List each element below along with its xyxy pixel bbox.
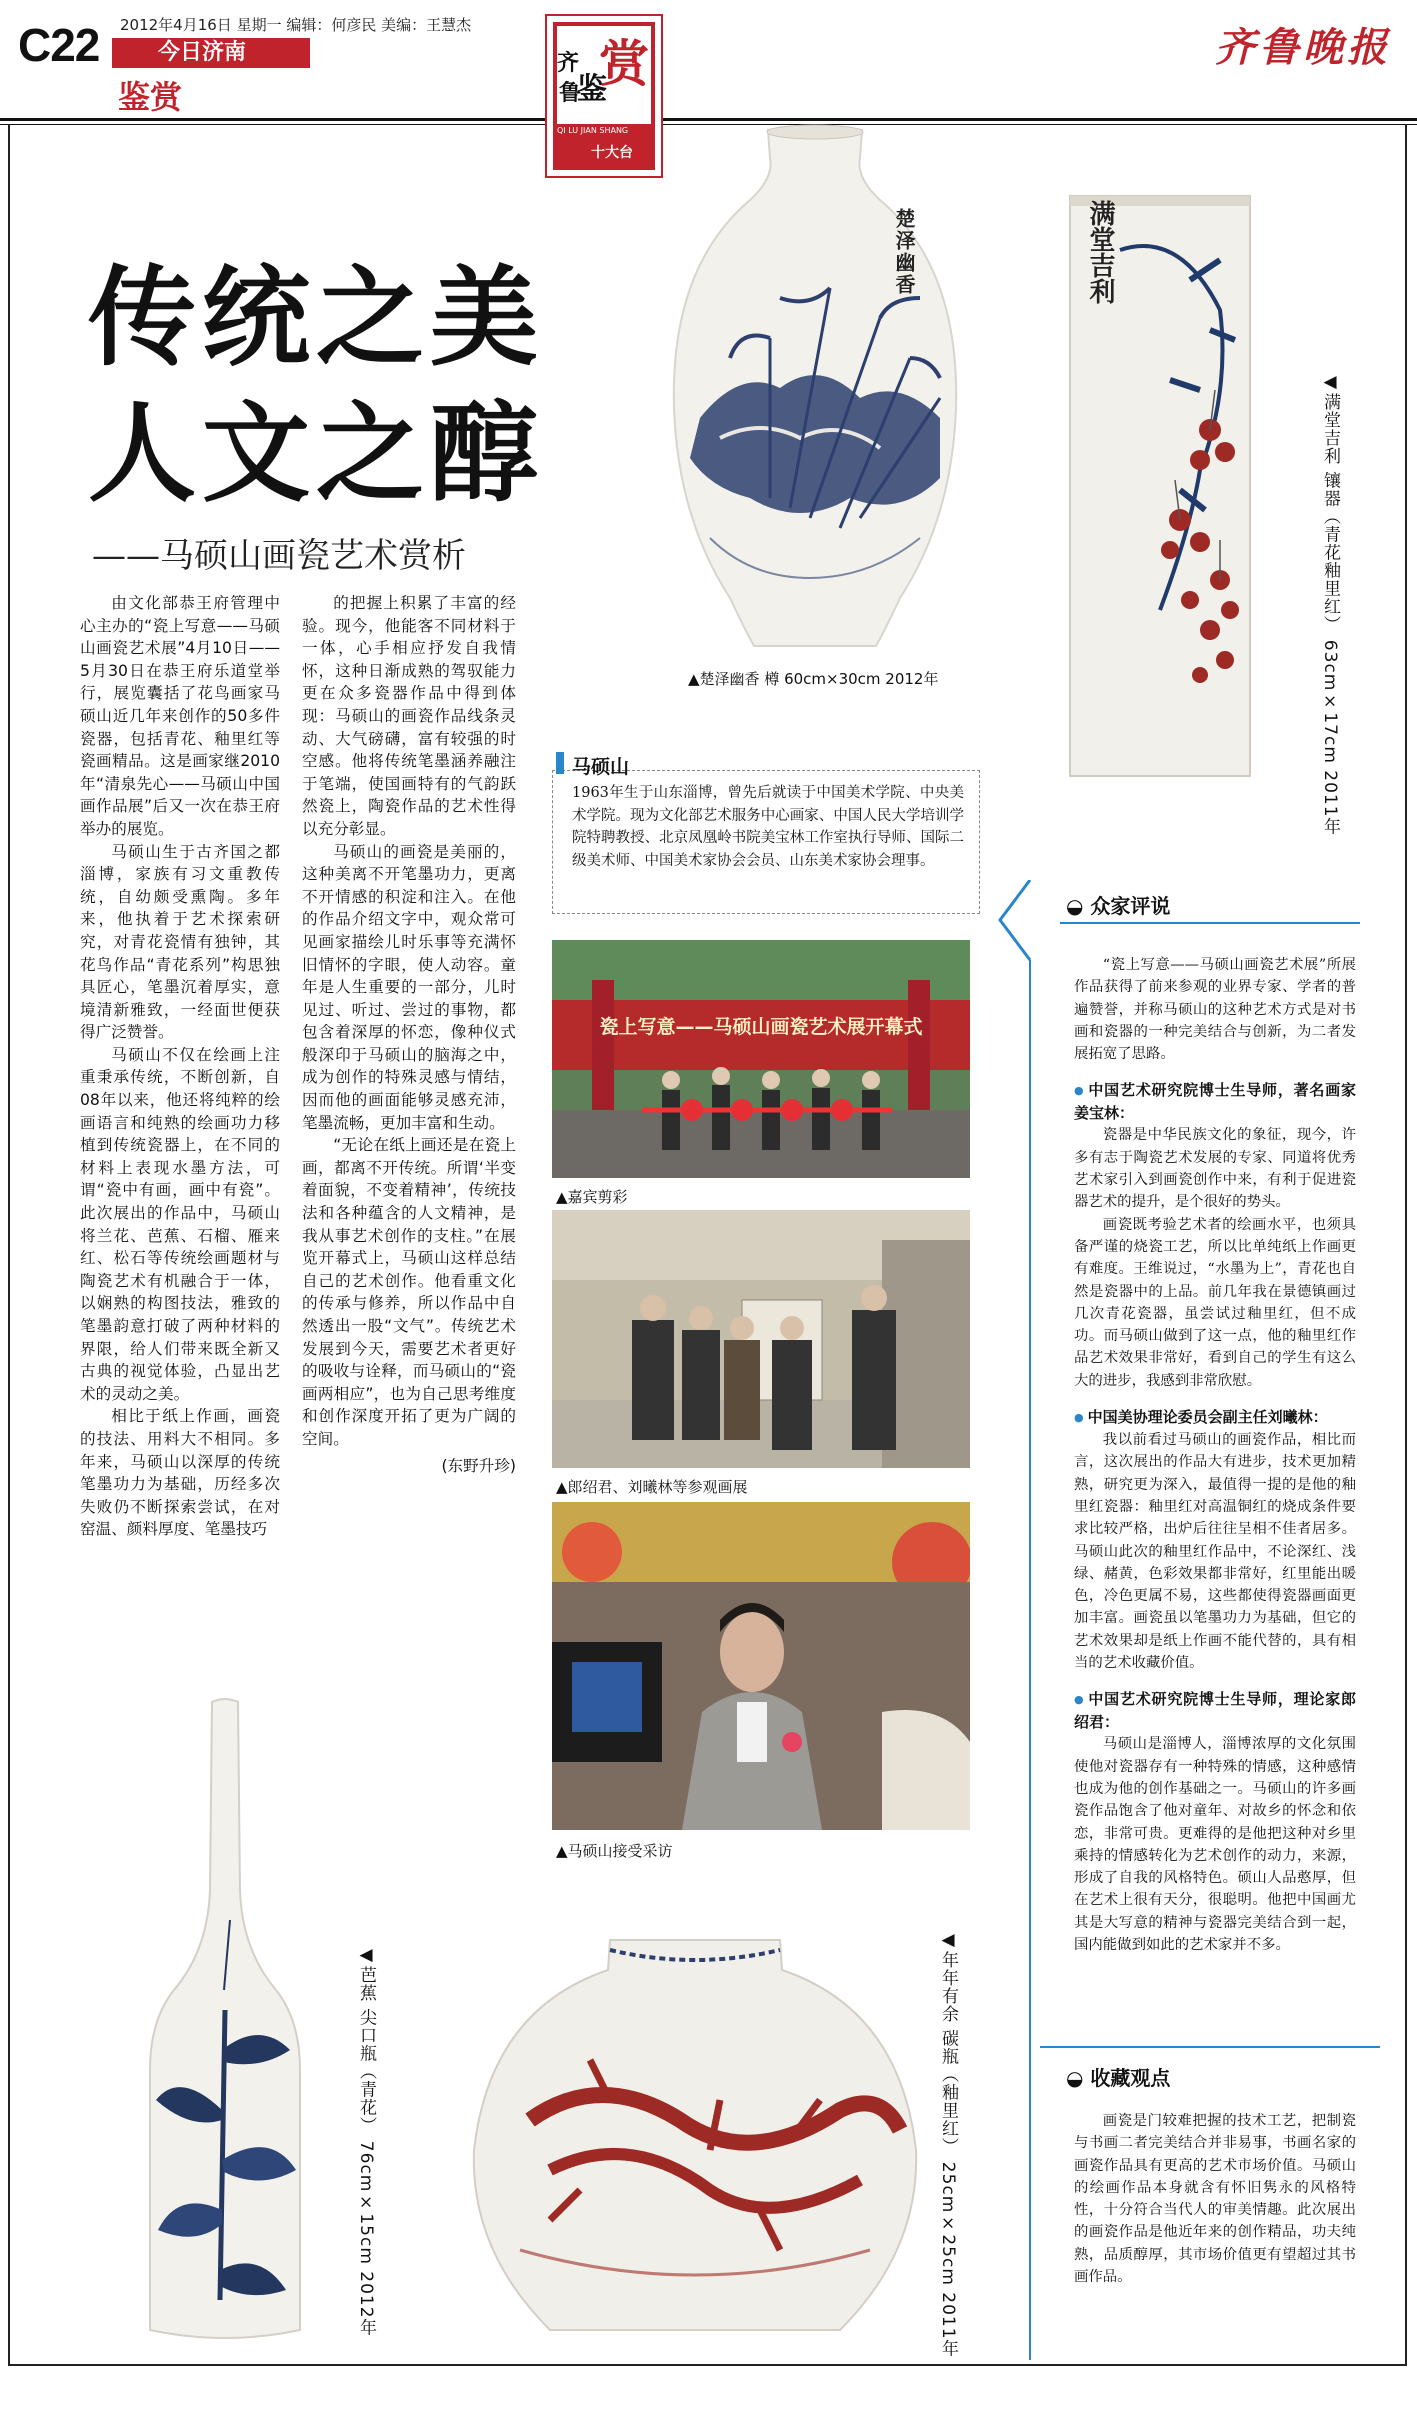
caption-vase-4: ◀年年有余 碳瓶（釉里红） 25cm×25cm 2011年 [938,1930,958,2358]
photo-ribbon-cutting [552,940,970,1178]
issue-info: 2012年4月16日 星期一 编辑：何彦民 美编：王慧杰 [120,16,472,34]
caption-vase-3: ◀芭蕉 尖口瓶（青花） 76cm×15cm 2012年 [356,1945,376,2337]
paragraph: 相比于纸上作画，画瓷的技法、用料大不相同。多年来，马硕山以深厚的传统笔墨功力为基础，历经多次失败仍不断探索尝试，在对窑温、颜料厚度、笔墨技巧 [80,1407,280,1539]
collection-body [1074,2110,1356,2288]
column-logo [545,14,663,178]
vase-image-4 [460,1920,930,2360]
section-label: 鉴赏 [118,78,183,116]
collection-heading: ◒ 收藏观点 [1066,2066,1171,2090]
caption-vase-2: ◀满堂吉利 镶器（青花釉里红） 63cm×17cm 2011年 [1320,372,1340,836]
vase-1-inscription: 楚泽幽香 [892,208,916,296]
semicircle-icon: ◒ [1066,2066,1084,2090]
comments-body [1074,954,1356,1956]
paragraph: 马硕山不仅在绘画上注重秉承传统，不断创新，自08年以来，他还将纯粹的绘画语言和纯熟的绘画功力移植到传统瓷器上，在不同的材料上表现水墨方法，可谓“瓷中有画，画中有瓷”。此次展出的作品中，马硕山将兰花、芭蕉、石榴、雁来红、松石等传统绘画题材与陶瓷艺术有机融合于一体，以娴熟的构图技法，雅致的笔墨韵意打破了两种材料的界限，给人们带来既全新又古典的视觉体验，凸显出艺术的灵动之美。 [80,1045,280,1403]
page-number: C22 [18,19,100,71]
logo-char-2: 鉴 [577,72,607,107]
paragraph: “无论在纸上画还是在瓷上画，都离不开传统。所谓‘半变着面貌，不变着精神’，传统技法和各种蕴含的人文精神，是我从事艺术创作的支柱。”在展览开幕式上，马硕山这样总结自己的艺术创作。他看重文化的传承与修养，所以作品中自然透出一股“文气”。传统艺术发展到今天，需要艺术者更好的吸收与诠释，而马硕山的“瓷画两相应”，也为自己思考维度和创作深度开拓了更为广阔的空间。 [302,1136,516,1448]
bio-accent [556,752,564,774]
logo-sub: 十大台 [591,145,633,161]
photo-interview [552,1502,970,1830]
expert-name: ● 中国艺术研究院博士生导师，理论家郎绍君： [1074,1688,1356,1733]
photo-visitors [552,1210,970,1468]
paragraph: 马硕山生于古齐国之都淄博，家族有习文重教传统，自幼颇受熏陶。多年来，他执着于艺术探索研究，对青花瓷情有独钟，其花鸟作品“青花系列”构思独具匠心，笔墨沉着厚实，意境清新雅致，一经面世便获得广泛赞誉。 [80,842,280,1042]
semicircle-icon: ◒ [1066,894,1084,918]
expert-name: ● 中国艺术研究院博士生导师，著名画家姜宝林： [1074,1079,1356,1124]
paragraph: 的把握上积累了丰富的经验。现今，他能客不同材料于一体，心手相应抒发自我情怀，这种日渐成熟的驾驭能力更在众多瓷器作品中得到体现：马硕山的画瓷作品线条灵动、大气磅礴，富有较强的时空感。他将传统笔墨涵养融注于笔端，使国画特有的气韵跃然瓷上，陶瓷作品的艺术性得以充分彰显。 [302,594,516,838]
byline: (东野升珍) [441,1456,516,1475]
logo-char-1: 赏 [599,34,649,93]
comments-heading: ◒ 众家评说 [1066,894,1171,918]
caption-vase-1: ▲楚泽幽香 樽 60cm×30cm 2012年 [688,670,939,688]
article-column-2 [302,592,516,1477]
logo-char-3: 齐 [557,50,580,76]
expert-comment: 画瓷既考验艺术者的绘画水平，也须具备严谨的烧瓷工艺，所以比单纯纸上作画更有难度。王维说过，“水墨为上”，青花也自然是瓷器中的上品。前几年我在景德镇画过几次青花瓷器，虽尝试过釉里红，但不成功。而马硕山做到了这一点，他的釉里红作品艺术效果非常好，看到自己的学生有这么大的进步，我感到非常欣慰。 [1074,1216,1356,1389]
caption-photo-2: ▲郎绍君、刘曦林等参观画展 [556,1478,748,1496]
collection-rule [1040,2046,1380,2048]
expert-name: ● 中国美协理论委员会副主任刘曦林： [1074,1406,1356,1429]
expert-comment: 瓷器是中华民族文化的象征，现今，许多有志于陶瓷艺术发展的专家、同道将优秀艺术家引入到画瓷创作中来，有利于促进瓷器艺术的提升，是个很好的势头。 [1074,1127,1356,1211]
bio-heading: 马硕山 [572,756,630,778]
footer-rule [8,2364,1407,2366]
article-title [88,250,544,522]
vase-2-inscription: 满堂吉利 [1085,200,1115,304]
expert-comment: 我以前看过马硕山的画瓷作品，相比而言，这次展出的作品大有进步，技术更加精熟，研究更为深入，最值得一提的是他的釉里红瓷器：釉里红对高温铜红的烧成条件要求比较严格，出炉后往往呈相不佳者居多。马硕山此次的釉里红作品中，不论深红、浅绿、赭黄，色彩效果都非常好，红里能出暖色，冷色更属不易，这些都使得瓷器画面更加丰富。画瓷虽以笔墨功力为基础，但它的艺术效果却是纸上作画不能代替的，具有相当的艺术收藏价值。 [1074,1432,1356,1672]
title-line-2: 人文之醇 [88,391,545,517]
left-border [8,124,10,2364]
title-line-1: 传统之美 [88,255,545,381]
logo-char-4: 鲁 [559,80,582,106]
article-column-1 [80,592,280,1541]
expert-comment: 马硕山是淄博人，淄博浓厚的文化氛围使他对瓷器存有一种特殊的情感，这种感情也成为他的创作基础之一。马硕山的许多画瓷作品饱含了他对童年、对故乡的怀念和依恋，非常可贵。更难得的是他把这种对乡里乘持的情感转化为艺术创作的动力，来源，形成了自我的风格特色。硕山人品憨厚，但在艺术上很有天分，很聪明。他把中国画尤其是大写意的精神与瓷器完美结合到一起，国内能做到如此的艺术家并不多。 [1074,1736,1356,1953]
photo-1-banner: 瓷上写意——马硕山画瓷艺术展开幕式 [599,1016,923,1038]
caption-photo-1: ▲嘉宾剪彩 [556,1188,628,1206]
comments-intro: “瓷上写意——马硕山画瓷艺术展”所展作品获得了前来参观的业界专家、学者的普遍赞誉，并称马硕山的这种艺术方式是对书画和瓷器的一种完美结合与创新，为二者发展拓宽了思路。 [1074,957,1356,1063]
right-border [1405,124,1407,2364]
vase-image-3 [100,1690,350,2350]
bio-text: 1963年生于山东淄博，曾先后就读于中国美术学院、中央美术学院。现为文化部艺术服务中心画家、中国人民大学培训学院特聘教授、北京凤凰岭书院美宝林工作室执行导师、国际二级美术师、中国美术家协会会员、山东美术家协会理事。 [572,785,964,869]
comments-rule [1060,922,1360,924]
blue-bracket [990,880,1050,2420]
article-subtitle: ——马硕山画瓷艺术赏析 [92,536,466,576]
collection-text: 画瓷是门较难把握的技术工艺，把制瓷与书画二者完美结合并非易事，书画名家的画瓷作品具有更高的艺术市场价值。马硕山的绘画作品本身就含有怀旧隽永的风格特性，十分符合当代人的审美情趣。此次展出的画瓷作品是他近年来的创作精品，功夫纯熟，品质醇厚，其市场价值更有望超过其书画作品。 [1074,2113,1356,2286]
paragraph: 马硕山的画瓷是美丽的，这种美离不开笔墨功力，更离不开情感的积淀和注入。在他的作品介绍文字中，观众常可见画家描绘儿时乐事等充满怀旧情怀的字眼，使人动容。童年是人生重要的一部分，儿时见过、听过、尝过的事物，都包含着深厚的怀恋，像种仪式般深印于马硕山的脑海之中，成为创作的特殊灵感与情结，因而他的画面能够灵感充沛，笔墨流畅，更加丰富和生动。 [302,842,516,1132]
edition-label: 今日济南 [112,38,310,68]
vase-image-2 [1060,190,1260,780]
newspaper-name: 齐鲁晚报 [1215,24,1391,71]
paragraph: 由文化部恭王府管理中心主办的“瓷上写意——马硕山画瓷艺术展”4月10日——5月30日在恭王府乐道堂举行，展览囊括了花鸟画家马硕山近几年来创作的50多件瓷器，包括青花、釉里红等瓷画精品。这是画家继2010年“清泉先心——马硕山中国画作品展”后又一次在恭王府举办的展览。 [80,594,280,838]
vase-image-1 [650,118,980,658]
logo-pinyin: QI LU JIAN SHANG [557,126,629,135]
caption-photo-3: ▲马硕山接受采访 [556,1842,673,1860]
